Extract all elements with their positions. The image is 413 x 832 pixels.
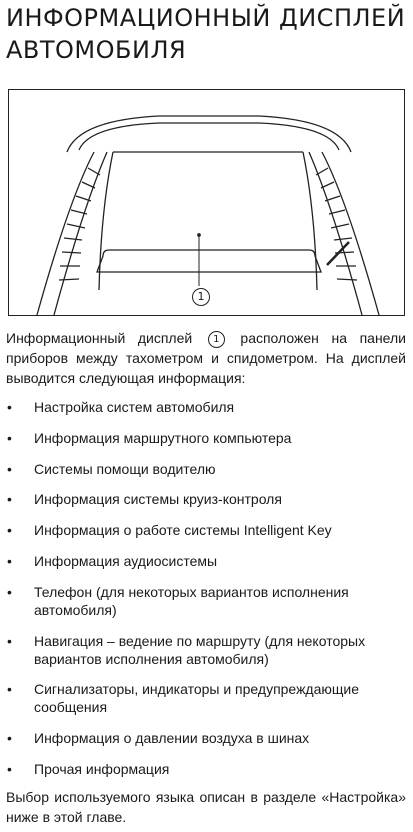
- list-item-text: Системы помощи водителю: [34, 460, 216, 477]
- list-item-text: Информация о работе системы Intelligent Key: [34, 522, 332, 539]
- tachometer-bezel-arc: [99, 152, 113, 290]
- cluster-hood-inner: [79, 123, 339, 150]
- list-item: [0, 760, 394, 778]
- speedometer-outer-arc: [322, 152, 379, 315]
- info-items-list: [0, 398, 413, 791]
- cluster-hood-outline: [67, 116, 351, 152]
- callout-number-1: 1: [192, 288, 210, 306]
- list-item-text: Прочая информация: [34, 760, 170, 777]
- list-item-text: Информация о давлении воздуха в шинах: [34, 730, 310, 747]
- list-item: [0, 490, 394, 508]
- list-item-text: Информация аудиосистемы: [34, 552, 218, 569]
- callout-pointer-dot: [198, 234, 200, 236]
- list-item: [0, 460, 394, 478]
- speedometer-bezel-arc: [303, 152, 317, 290]
- list-item: [0, 398, 394, 416]
- list-item: [0, 583, 394, 619]
- list-item: [0, 729, 394, 747]
- info-display-frame: [97, 250, 321, 272]
- intro-paragraph: [6, 328, 406, 388]
- intro-text-before: Информационный дисплей: [6, 330, 193, 346]
- instrument-cluster-illustration: [8, 89, 405, 316]
- list-item: [0, 632, 394, 668]
- speedometer-needle: [327, 242, 349, 265]
- list-item-text: Сигнализаторы, индикаторы и предупреждающие сообщения: [34, 681, 360, 716]
- list-item-text: Телефон (для некоторых вариантов исполнения автомобиля): [34, 583, 349, 618]
- tachometer-outer-arc: [37, 152, 94, 315]
- bullet-icon: •: [7, 399, 12, 415]
- instrument-cluster-drawing: [9, 90, 406, 317]
- bullet-icon: •: [7, 730, 12, 747]
- list-item-text: Навигация – ведение по маршруту (для некоторых вариантов исполнения автомобиля): [34, 632, 366, 667]
- bullet-icon: •: [7, 681, 12, 698]
- list-item: [0, 552, 394, 570]
- bullet-icon: •: [7, 460, 12, 477]
- page-title: ИНФОРМАЦИОННЫЙ ДИСПЛЕЙ АВТОМОБИЛЯ: [6, 4, 406, 64]
- intro-callout-number: 1: [208, 331, 225, 348]
- list-item: [0, 521, 394, 539]
- bullet-icon: •: [7, 760, 12, 777]
- bullet-icon: •: [7, 583, 12, 600]
- bullet-icon: •: [7, 552, 12, 569]
- list-item: [0, 680, 394, 716]
- bullet-icon: •: [7, 491, 12, 508]
- bullet-icon: •: [7, 522, 12, 539]
- intro-text-after: расположен на панели приборов между тахометром и спидометром. На дисплей выводится следующая информация:: [6, 330, 406, 386]
- list-item-text: Информация маршрутного компьютера: [34, 429, 292, 446]
- list-item-text: Информация системы круиз-контроля: [34, 491, 282, 508]
- bullet-icon: •: [7, 632, 12, 649]
- outro-paragraph: Выбор используемого языка описан в разделе «Настройка» ниже в этой главе.: [6, 789, 406, 825]
- bullet-icon: •: [7, 429, 12, 446]
- list-item-text: Настройка систем автомобиля: [34, 399, 235, 415]
- list-item: [0, 429, 394, 447]
